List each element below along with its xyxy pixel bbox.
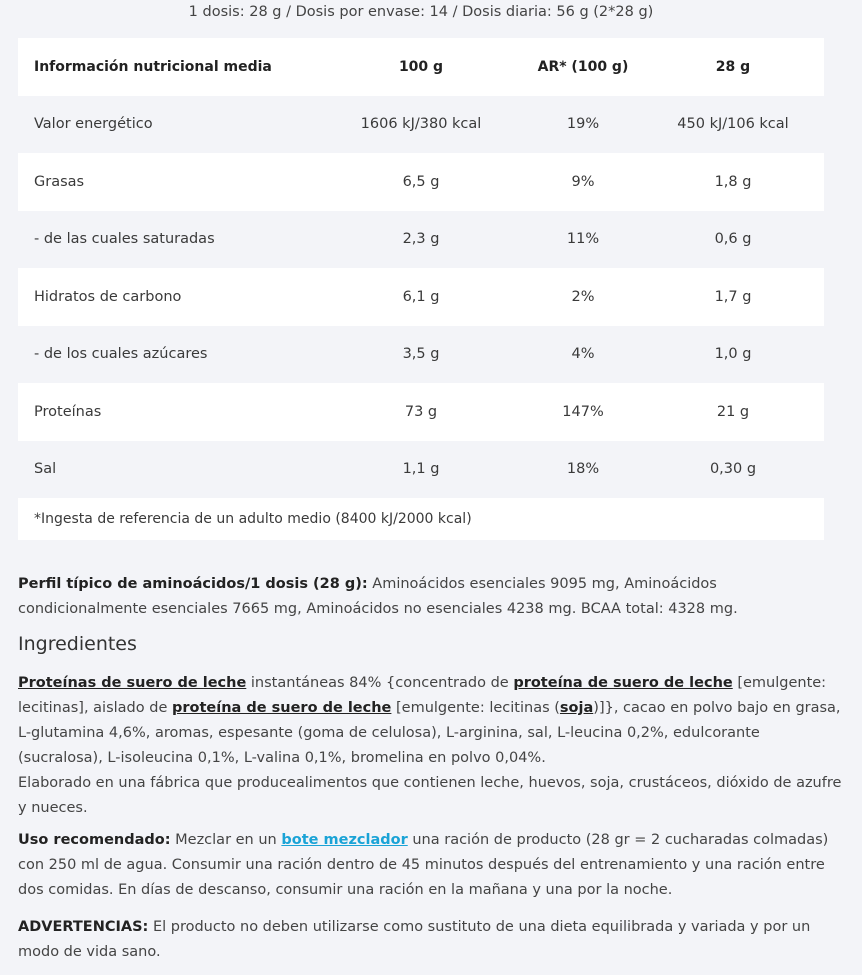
table-footnote: *Ingesta de referencia de un adulto medio (8400 kJ/2000 kcal) [18, 498, 824, 540]
header-cell: 100 g [398, 58, 444, 75]
table-row [18, 441, 824, 499]
nutrient-name: Sal [34, 461, 57, 478]
allergen-text: proteína de suero de leche [171, 700, 392, 716]
usage-fragment: Mezclar en un [170, 832, 282, 848]
table-header-row [18, 38, 824, 96]
ingredients-heading: Ingredientes [18, 633, 137, 655]
table-row [18, 211, 824, 269]
nutrient-name: Proteínas [34, 403, 102, 420]
value-28g: 1,0 g [714, 346, 752, 363]
header-cell: Información nutricional media [34, 58, 272, 75]
value-100g: 1606 kJ/380 kcal [360, 116, 482, 133]
nutrient-name: Grasas [34, 173, 85, 190]
ingredients-fragment: )]}, cacao en polvo bajo en grasa, L-glutamina 4,6%, aromas, espesante (goma de celulosa), L-arginina, sal, L-leucina 0,2%, edulcorante (sucralosa), L-isoleucina 0,1%, L-valina 0,1%, bromelina en polvo 0,04%. [18, 700, 841, 766]
amino-profile [18, 572, 848, 622]
usage-label: Uso recomendado: [18, 832, 171, 848]
header-cell: 28 g [715, 58, 751, 75]
usage-text [18, 828, 848, 903]
warnings-label: ADVERTENCIAS: [18, 919, 149, 935]
warnings-body: El producto no deben utilizarse como sustituto de una dieta equilibrada y variada y por un modo de vida sano. [18, 919, 811, 960]
nutrient-name: Valor energético [34, 116, 153, 133]
serving-info: 1 dosis: 28 g / Dosis por envase: 14 / Dosis diaria: 56 g (2*28 g) [188, 4, 654, 20]
ingredients-fragment: instantáneas 84% {concentrado de [246, 675, 514, 691]
ingredients-fragment: [emulgente: lecitinas ( [391, 700, 560, 716]
nutrition-table [18, 38, 824, 540]
allergen-text: Proteínas de suero de leche [18, 675, 247, 691]
table-row [18, 383, 824, 441]
value-ar: 2% [571, 288, 595, 305]
value-ar: 18% [566, 461, 600, 478]
ingredients-text [18, 671, 848, 821]
amino-text: Aminoácidos esenciales 9095 mg, Aminoácidos condicionalmente esenciales 7665 mg, Aminoácidos no esenciales 4238 mg. BCAA total: 4328 mg. [18, 576, 738, 617]
value-100g: 2,3 g [402, 231, 440, 248]
value-28g: 21 g [716, 403, 750, 420]
warnings-text [18, 915, 848, 965]
value-28g: 0,30 g [709, 461, 757, 478]
value-28g: 1,8 g [714, 173, 752, 190]
table-row [18, 153, 824, 211]
value-ar: 19% [566, 116, 600, 133]
allergen-text: proteína de suero de leche [513, 675, 733, 691]
value-100g: 6,1 g [402, 288, 440, 305]
amino-label: Perfil típico de aminoácidos/1 dosis (28 g): [18, 576, 368, 592]
value-100g: 3,5 g [402, 346, 440, 363]
table-row [18, 96, 824, 154]
nutrient-name: Hidratos de carbono [34, 288, 182, 305]
nutrient-name: - de los cuales azúcares [34, 346, 208, 363]
value-ar: 11% [566, 231, 600, 248]
nutrient-name: - de las cuales saturadas [34, 231, 215, 248]
value-100g: 6,5 g [402, 173, 440, 190]
value-28g: 0,6 g [714, 231, 752, 248]
header-cell: AR* (100 g) [537, 58, 629, 75]
value-ar: 4% [571, 346, 595, 363]
value-ar: 147% [562, 403, 604, 420]
value-ar: 9% [571, 173, 595, 190]
value-100g: 73 g [404, 403, 438, 420]
value-28g: 450 kJ/106 kcal [677, 116, 789, 133]
value-100g: 1,1 g [402, 461, 440, 478]
table-row [18, 326, 824, 384]
allergen-text: soja [559, 700, 594, 716]
shaker-link[interactable]: bote mezclador [281, 832, 408, 848]
value-28g: 1,7 g [714, 288, 752, 305]
ingredients-fragment: [emulgente: lecitinas], aislado de [18, 675, 827, 716]
table-row [18, 268, 824, 326]
factory-note: Elaborado en una fábrica que producealimentos que contienen leche, huevos, soja, crustáceos, dióxido de azufre y nueces. [18, 775, 842, 816]
usage-fragment: una ración de producto (28 gr = 2 cucharadas colmadas) con 250 ml de agua. Consumir una ración dentro de 45 minutos después del entrenamiento y una ración entre dos comidas. En días de descanso, consumir una ración en la mañana y una por la noche. [18, 832, 829, 898]
